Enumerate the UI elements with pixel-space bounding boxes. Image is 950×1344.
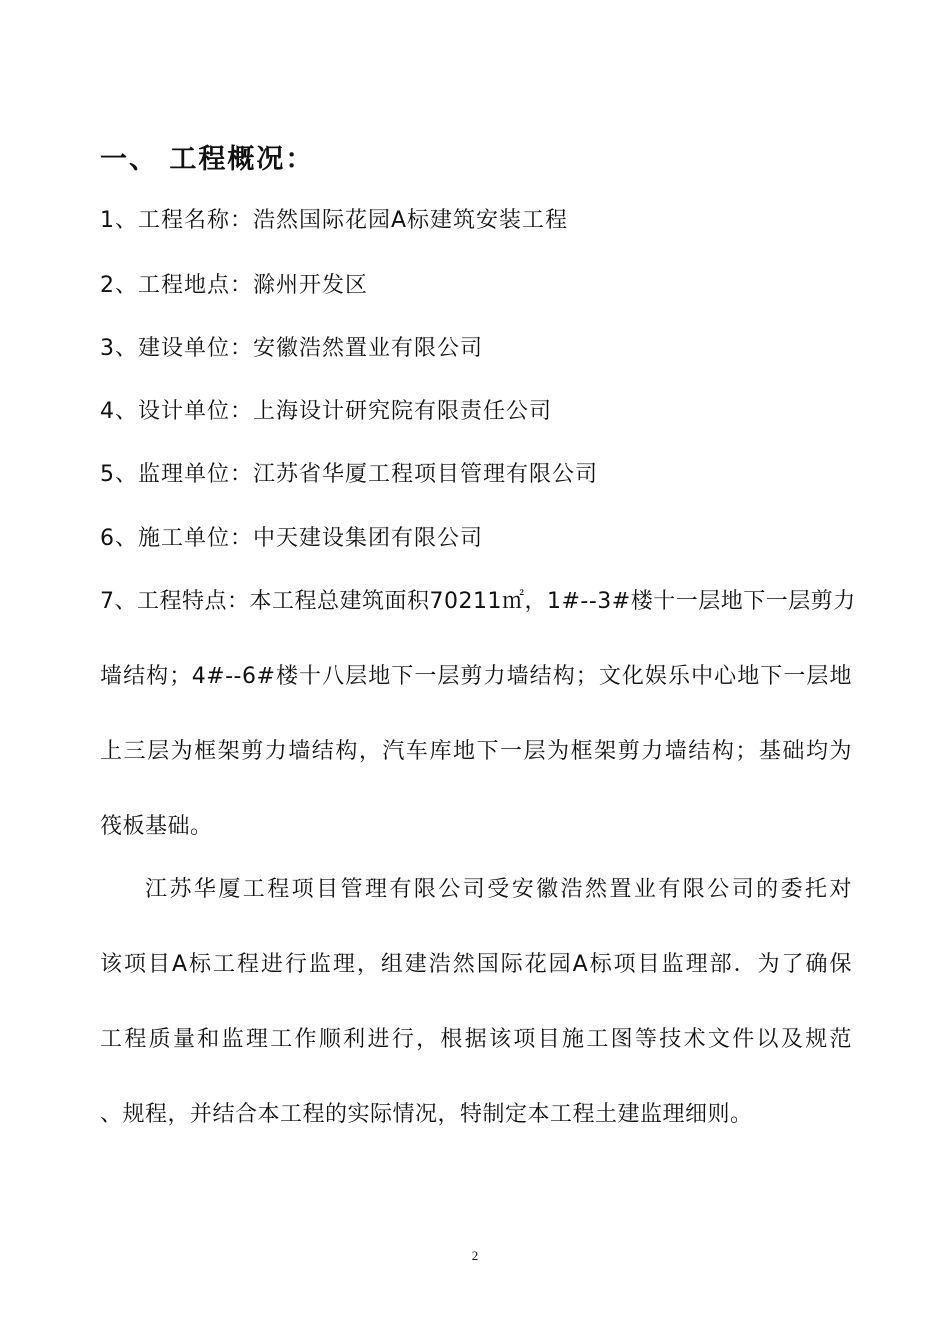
construction-unit-item: 6、施工单位：中天建设集团有限公司 xyxy=(100,526,483,551)
page-number: 2 xyxy=(471,1248,479,1263)
design-unit-item: 4、设计单位：上海设计研究院有限责任公司 xyxy=(100,399,552,424)
features-line: 筏板基础。 xyxy=(100,814,213,839)
project-name-item: 1、工程名称：浩然国际花园A标建筑安装工程 xyxy=(100,208,569,233)
intro-line: 江苏华厦工程项目管理有限公司受安徽浩然置业有限公司的委托对 xyxy=(145,877,852,902)
supervision-unit-item: 5、监理单位：江苏省华厦工程项目管理有限公司 xyxy=(100,462,598,487)
intro-line: 、规程，并结合本工程的实际情况，特制定本工程土建监理细则。 xyxy=(100,1102,753,1127)
owner-unit-item: 3、建设单位：安徽浩然置业有限公司 xyxy=(100,336,483,361)
intro-line: 工程质量和监理工作顺利进行，根据该项目施工图等技术文件以及规范 xyxy=(100,1027,852,1052)
section-heading: 一、 工程概况： xyxy=(100,144,315,175)
intro-line: 该项目A标工程进行监理，组建浩然国际花园A标项目监理部．为了确保 xyxy=(100,952,852,977)
features-line: 墙结构；4#--6#楼十八层地下一层剪力墙结构；文化娱乐中心地下一层地 xyxy=(100,664,852,689)
features-line: 7、工程特点：本工程总建筑面积70211㎡，1#--3#楼十一层地下一层剪力 xyxy=(100,589,856,614)
project-location-item: 2、工程地点：滁州开发区 xyxy=(100,273,368,298)
features-line: 上三层为框架剪力墙结构，汽车库地下一层为框架剪力墙结构；基础均为 xyxy=(100,739,852,764)
